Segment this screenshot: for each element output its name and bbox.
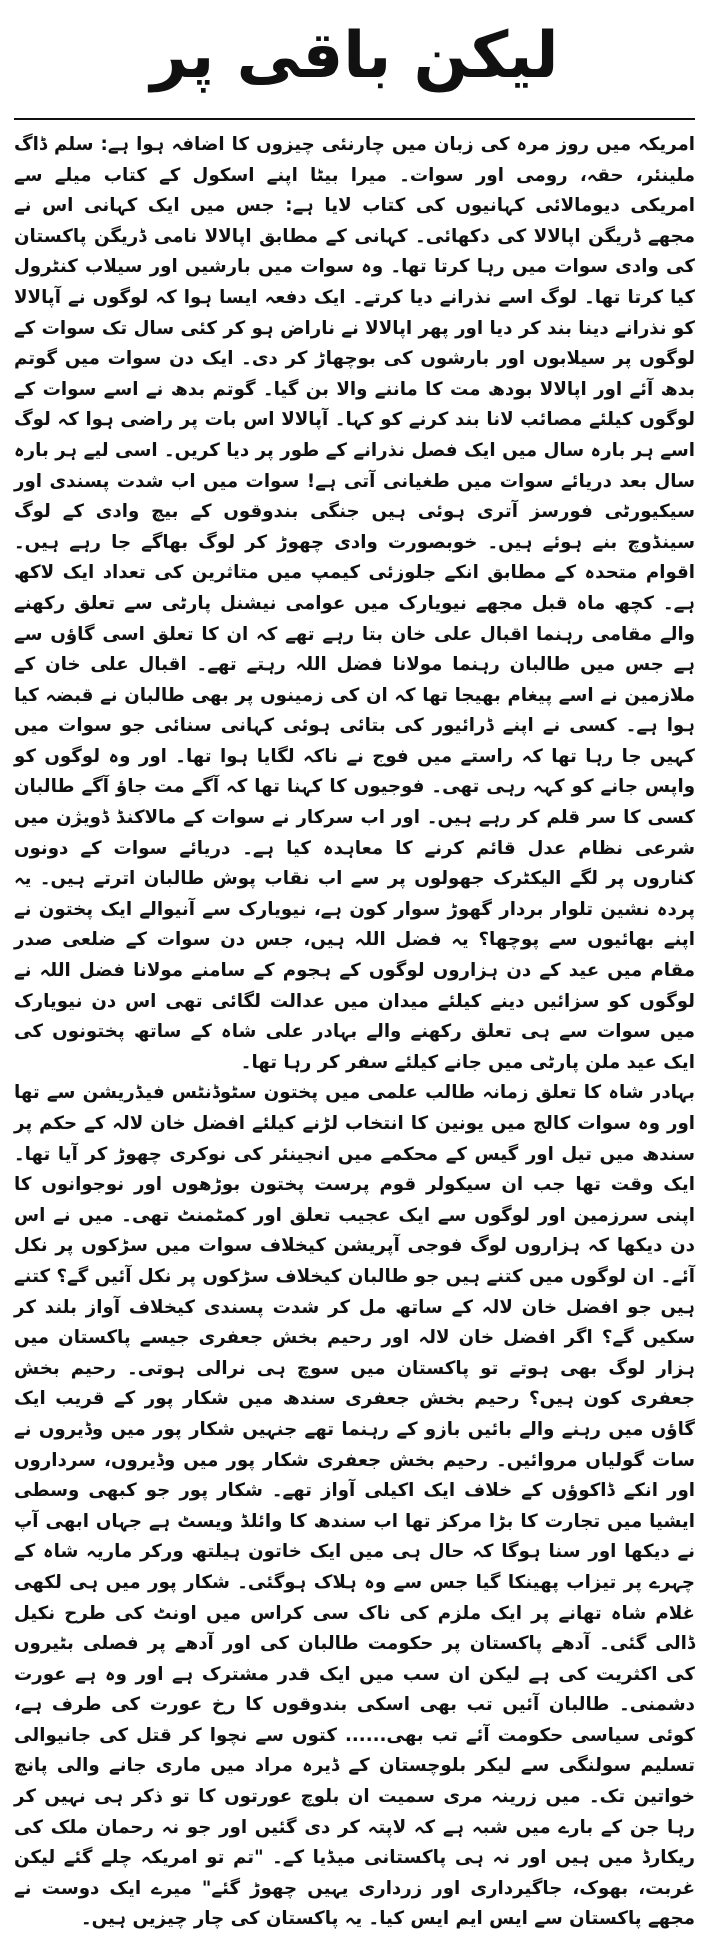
headline-text: لیکن باقی پر xyxy=(150,19,559,93)
article-paragraph: امریکہ میں روز مرہ کی زبان میں چارنئی چیزوں کا اضافہ ہوا ہے: سلم ڈاگ ملینئر، حقہ، رومی اور سوات۔ میرا بیٹا اپنے اسکول کے کتاب میلے سے امریکی دیومالائی کہانیوں کی کتاب لایا ہے: جس میں ایک کہانی اس نے مجھے ڈریگن اپالالا کی دکھائی۔ کہانی کے مطابق اپالالا نامی ڈریگن پاکستان کی وادی سوات میں رہا کرتا تھا۔ وہ سوات میں بارشیں اور سیلاب کنٹرول کیا کرتا تھا۔ لوگ اسے نذرانے دیا کرتے۔ ایک دفعہ ایسا ہوا کہ لوگوں نے آپالالا کو نذرانے دینا بند کر دیا اور پھر اپالالا نے ناراض ہو کر کئی سال تک سوات کے لوگوں پر سیلابوں اور بارشوں کی بوچھاڑ کر دی۔ ایک دن سوات میں گوتم بدھ آئے اور اپالالا بودھ مت کا ماننے والا بن گیا۔ گوتم بدھ نے اسے سوات کے لوگوں کیلئے مصائب لانا بند کرنے کو کہا۔ آپالالا اس بات پر راضی ہوا کہ لوگ اسے ہر بارہ سال میں ایک فصل نذرانے کے طور پر دیا کریں۔ اسی لیے ہر بارہ سال بعد دریائے سوات میں طغیانی آتی ہے! سوات میں اب شدت پسندی اور سیکیورٹی فورسز آتری ہوئی ہیں جنگی بندوقوں کے بیچ وادی کے لوگ سینڈوچ بنے ہوئے ہیں۔ خوبصورت وادی چھوڑ کر لوگ بھاگے جا رہے ہیں۔ اقوام متحدہ کے مطابق انکے جلوزئی کیمپ میں متاثرین کی تعداد ایک لاکھ ہے۔ کچھ ماہ قبل مجھے نیویارک میں عوامی نیشنل پارٹی سے تعلق رکھنے والے مقامی رہنما اقبال علی خان بتا رہے تھے کہ ان کا تعلق اسی گاؤں سے ہے جس میں طالبان رہنما مولانا فضل اللہ رہتے تھے۔ اقبال علی خان کے ملازمین نے اسے پیغام بھیجا تھا کہ ان کی زمینوں پر بھی طالبان نے قبضہ کیا ہوا ہے۔ کسی نے اپنے ڈرائیور کی بتائی ہوئی کہانی سنائی جو سوات میں کہیں جا رہا تھا کہ راستے میں فوج نے ناکہ لگایا ہوا تھا۔ اور وہ لوگوں کو واپس جانے کو کہہ رہی تھی۔ فوجیوں کا کہنا تھا کہ آگے مت جاؤ آگے طالبان کسی کا سر قلم کر رہے ہیں۔ اور اب سرکار نے سوات کے مالاکنڈ ڈویژن میں شرعی نظام عدل قائم کرنے کا معاہدہ کیا ہے۔ دریائے سوات کے دونوں کناروں پر لگے الیکٹرک جھولوں پر سے اب نقاب پوش طالبان اترتے ہیں۔ یہ پردہ نشین تلوار بردار گھوڑ سوار کون ہے، نیویارک سے آنیوالے ایک پختون نے اپنے بھائیوں سے پوچھا؟ یہ فضل اللہ ہیں، جس دن سوات کے ضلعی صدر مقام میں عید کے دن ہزاروں لوگوں کے ہجوم کے سامنے مولانا فضل اللہ نے لوگوں کو سزائیں دینے کیلئے میدان میں عدالت لگائی تھی اس دن نیویارک میں سوات سے ہی تعلق رکھنے والے بہادر علی شاہ کے ساتھ پختونوں کی ایک عید ملن پارٹی میں جانے کیلئے سفر کر رہا تھا۔ xyxy=(14,134,695,1073)
article-paragraph: بہادر شاہ کا تعلق زمانہ طالب علمی میں پختون سٹوڈنٹس فیڈریشن سے تھا اور وہ سوات کالج میں یونین کا انتخاب لڑنے کیلئے افضل خان لالہ کے حکم پر سندھ میں تیل اور گیس کے محکمے میں انجینئر کی نوکری چھوڑ کر آیا تھا۔ ایک وقت تھا جب ان سیکولر قوم پرست پختون بوڑھوں اور نوجوانوں کا اپنی سرزمین اور لوگوں سے ایک عجیب تعلق اور کمٹمنٹ تھی۔ میں نے اس دن دیکھا کہ ہزاروں لوگ فوجی آپریشن کیخلاف سوات میں سڑکوں پر نکل آئے۔ ان لوگوں میں کتنے ہیں جو طالبان کیخلاف سڑکوں پر نکل آئیں گے؟ کتنے ہیں جو افضل خان لالہ کے ساتھ مل کر شدت پسندی کیخلاف آواز بلند کر سکیں گے؟ اگر افضل خان لالہ اور رحیم بخش جعفری جیسے پاکستان میں ہزار لوگ بھی ہوتے تو پاکستان میں سوچ ہی نرالی ہوتی۔ رحیم بخش جعفری کون ہیں؟ رحیم بخش جعفری سندھ میں شکار پور کے قریب ایک گاؤں میں رہنے والے بائیں بازو کے رہنما تھے جنہیں شکار پور میں وڈیروں نے سات گولیاں مروائیں۔ رحیم بخش جعفری شکار پور میں وڈیروں، سرداروں اور انکے ڈاکوؤں کے خلاف ایک اکیلی آواز تھے۔ شکار پور جو کبھی وسطی ایشیا میں تجارت کا بڑا مرکز تھا اب سندھ کا وائلڈ ویسٹ ہے جہاں ابھی آپ نے دیکھا اور سنا ہوگا کہ حال ہی میں ایک خاتون ہیلتھ ورکر ماریہ شاہ کے چہرے پر تیزاب پھینکا گیا جس سے وہ ہلاک ہوگئی۔ شکار پور میں ہی لکھی غلام شاہ تھانے پر ایک ملزم کی ناک سی کراس میں اونٹ کی طرح نکیل ڈالی گئی۔ آدھے پاکستان پر حکومت طالبان کی اور آدھے پر فصلی بٹیروں کی اکثریت کی ہے لیکن ان سب میں ایک قدر مشترک ہے اور وہ ہے عورت دشمنی۔ طالبان آئیں تب بھی اسکی بندوقوں کا رخ عورت کی طرف ہے، کوئی سیاسی حکومت آئے تب بھی...... کتوں سے نچوا کر قتل کی جانیوالی تسلیم سولنگی سے لیکر بلوچستان کے ڈیرہ مراد میں ماری جانے والی پانچ خواتین تک۔ میں زرینہ مری سمیت ان بلوچ عورتوں کا تو ذکر ہی نہیں کر رہا جن کے بارے میں شبہ ہے کہ لاپتہ کر دی گئیں اور جو نہ رحمان ملک کی ریکارڈ میں ہیں اور نہ ہی پاکستانی میڈیا کے۔ "تم تو امریکہ چلے گئے لیکن غربت، بھوک، جاگیرداری اور زرداری یہیں چھوڑ گئے" میرے ایک دوست نے مجھے پاکستان سے ایس ایم ایس کیا۔ یہ پاکستان کی چار چیزیں ہیں۔ xyxy=(14,1082,695,1930)
headline-rule xyxy=(14,118,695,120)
article-body xyxy=(14,130,695,1935)
headline xyxy=(14,0,695,112)
